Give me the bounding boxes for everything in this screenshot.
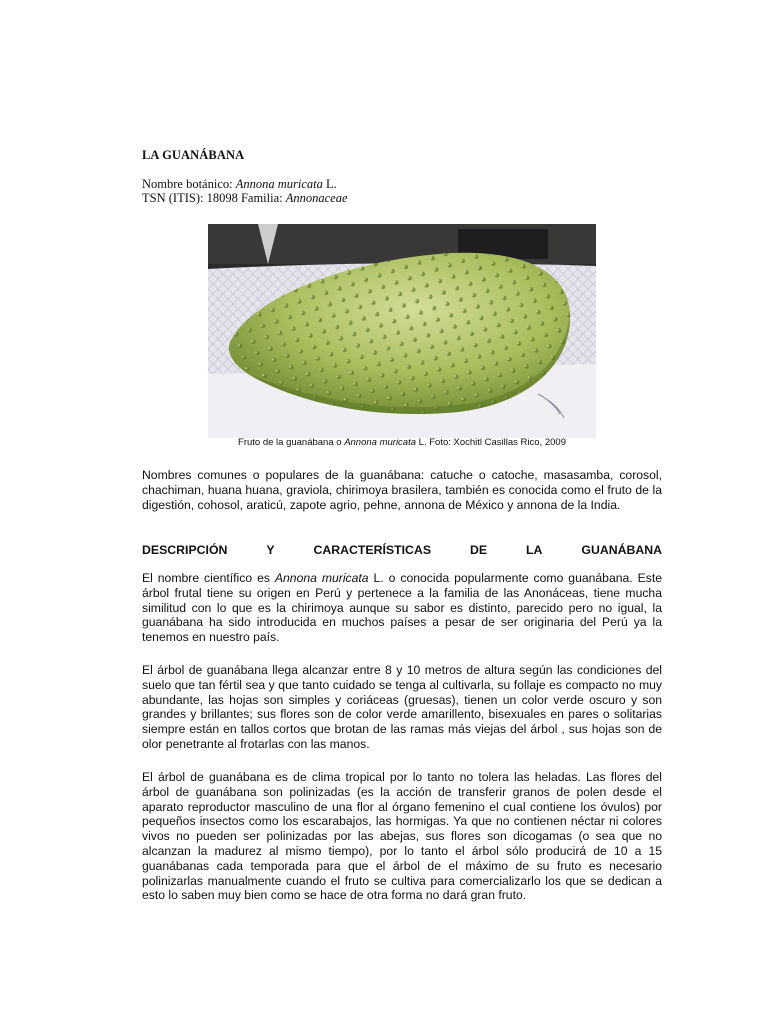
tree-description-paragraph: El árbol de guanábana llega alcanzar entre 8 y 10 metros de altura según las condiciones del suelo que tan fértil sea y que tanto cuidado se tenga al cultivarla, su follaje es compacto no muy abundante, las hojas son simples y coriáceas (gruesas), tienen un color verde oscuro y son grandes y brillantes; sus flores son de color verde amarillento, bisexuales en pares o solitarias siempre están en tallos cortos que brotan de las ramas más viejas del árbol , sus hojas son de olor penetrante al frotarlas con las manos. — [142, 663, 662, 751]
heading-word: GUANÁBANA — [581, 543, 662, 557]
p2-prefix: El nombre científico es — [142, 571, 275, 585]
p2-species: Annona muricata — [274, 571, 369, 585]
pollination-paragraph: El árbol de guanábana es de clima tropical por lo tanto no tolera las heladas. Las flores del árbol de guanábana son polinizadas (es la acción de transferir granos de polen desde el aparato reproductor masculino de una flor al órgano femenino el cual contiene los óvulos) por pequeños insectos como los escarabajos, las hormigas. Ya que no contienen néctar ni colores vivos no pueden ser polinizadas por las abejas, sus flores son dicogamas (o sea que no alcanzan la madurez al mismo tiempo), por lo tanto el árbol sólo producirá de 10 a 15 guanábanas cada temporada para que el árbol de el máximo de su fruto es necesario polinizarlas manualmente cuando el fruto se cultiva para comercializarlo los que se dedican a esto lo saben muy bien como se hace de otra forma no dará gran fruto. — [142, 770, 662, 903]
botanical-name-line — [142, 177, 337, 192]
common-names-paragraph: Nombres comunes o populares de la guanábana: catuche o catoche, masasamba, corosol, chachiman, huana huana, graviola, chirimoya brasilera, también es conocida como el fruto de la digestión, cohosol, araticú, zapote agrio, pehne, annona de México y annona de la India. — [142, 468, 662, 512]
botanical-species: Annona muricata — [235, 177, 323, 191]
caption-prefix: Fruto de la guanábana o — [238, 437, 345, 448]
scientific-name-paragraph — [142, 571, 662, 645]
p2-body: L. o conocida popularmente como guanábana. Este árbol frutal tiene su origen en Perú y pertenece a la familia de las Anonáceas, tiene mucha similitud con lo que es la chirimoya aunque su sabor es distinto, parecido pero no igual, la guanábana ha sido introducida en muchos países a pesar de ser originaria del Perú ya la tenemos en nuestro país. — [142, 571, 663, 645]
heading-word: Y — [266, 543, 275, 557]
heading-word: LA — [526, 543, 543, 557]
heading-word: DESCRIPCIÓN — [142, 543, 228, 557]
tsn-label: TSN (ITIS): 18098 Familia: — [142, 191, 286, 205]
photo-caption — [142, 437, 662, 448]
soursop-photo — [208, 224, 596, 438]
soursop-fruit-image — [208, 224, 596, 438]
heading-word: DE — [469, 543, 488, 557]
botanical-label: Nombre botánico: — [142, 177, 236, 191]
section-heading — [142, 543, 662, 557]
tsn-family-line — [142, 191, 348, 206]
heading-word: CARACTERÍSTICAS — [313, 543, 432, 557]
caption-suffix: L. Foto: Xochitl Casillas Rico, 2009 — [416, 437, 566, 448]
document-title: LA GUANÁBANA — [142, 148, 245, 162]
family-name: Annonaceae — [285, 191, 348, 205]
botanical-author: L. — [322, 177, 337, 191]
caption-species: Annona muricata — [344, 437, 417, 448]
